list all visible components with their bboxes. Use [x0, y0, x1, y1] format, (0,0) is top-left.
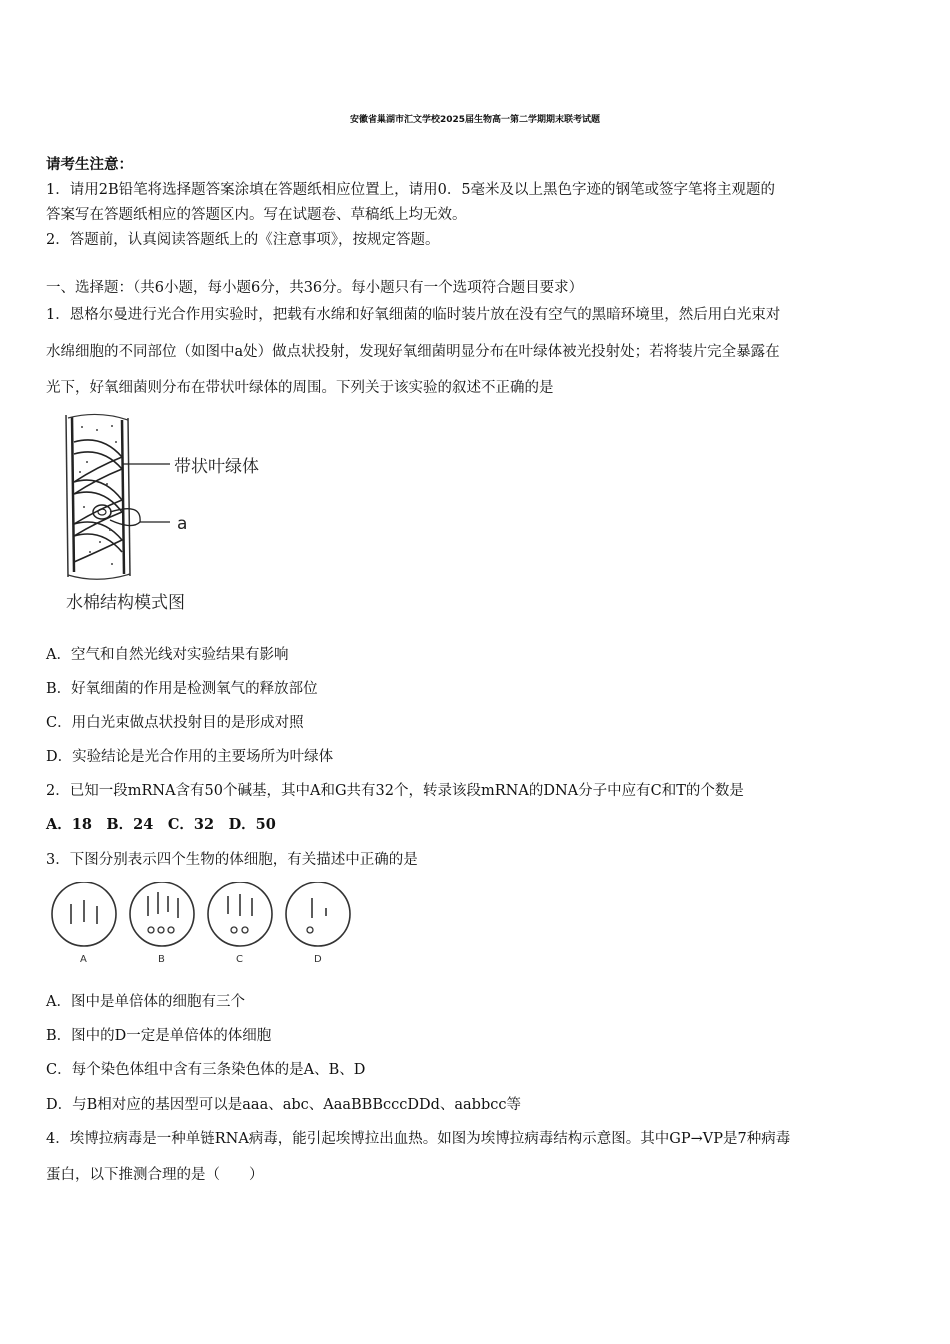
q1-option-b: B．好氧细菌的作用是检测氧气的释放部位: [46, 681, 318, 697]
notice-line-1b: 答案写在答题纸相应的答题区内。写在试题卷、草稿纸上均无效。: [46, 207, 467, 223]
q1-option-d: D．实验结论是光合作用的主要场所为叶绿体: [46, 749, 334, 765]
cell-label-a: A: [80, 954, 87, 965]
q4-stem-line-2: 蛋白，以下推测合理的是（ ）: [46, 1167, 264, 1183]
cell-b: [130, 882, 194, 965]
cell-label-b: B: [158, 954, 165, 965]
q1-stem-line-2: 水绵细胞的不同部位（如图中a处）做点状投射，发现好氧细菌明显分布在叶绿体被光投射处；若将装片完全暴露在: [46, 344, 780, 360]
q2-stem: 2．已知一段mRNA含有50个碱基，其中A和G共有32个，转录该段mRNA的DNA分子中应有C和T的个数是: [46, 783, 744, 799]
figure-caption: 水棉结构模式图: [66, 593, 185, 613]
q3-option-d: D．与B相对应的基因型可以是aaa、abc、AaaBBBcccDDd、aabbcc等: [46, 1097, 521, 1113]
q2-options: A．18 B．24 C．32 D．50: [46, 816, 276, 833]
q3-option-c: C．每个染色体组中含有三条染色体的是A、B、D: [46, 1062, 366, 1078]
spirogyra-figure: [62, 412, 292, 617]
q1-stem-line-1: 1．恩格尔曼进行光合作用实验时，把载有水绵和好氧细菌的临时装片放在没有空气的黑暗环境里，然后用白光束对: [46, 307, 781, 323]
notice-line-1: 1．请用2B铅笔将选择题答案涂填在答题纸相应位置上，请用0．5毫米及以上黑色字迹的钢笔或签字笔将主观题的: [46, 182, 776, 198]
a-pointer-loop: [110, 509, 140, 526]
cells-figure: [44, 882, 364, 967]
q3-option-b: B．图中的D一定是单倍体的体细胞: [46, 1028, 272, 1044]
cell-c: [208, 882, 272, 965]
q1-option-a: A．空气和自然光线对实验结果有影响: [46, 647, 289, 663]
q3-option-a: A．图中是单倍体的细胞有三个: [46, 994, 245, 1010]
notice-heading: 请考生注意：: [46, 156, 133, 173]
cell-dots: [79, 425, 117, 565]
q4-stem-line-1: 4．埃博拉病毒是一种单链RNA病毒，能引起埃博拉出血热。如图为埃博拉病毒结构示意图。其中GP→VP是7种病毒: [46, 1131, 791, 1147]
notice-line-2: 2．答题前，认真阅读答题纸上的《注意事项》，按规定答题。: [46, 232, 440, 248]
q3-stem: 3．下图分别表示四个生物的体细胞，有关描述中正确的是: [46, 852, 418, 868]
chloroplast-label: 带状叶绿体: [174, 457, 259, 477]
q1-stem-line-3: 光下，好氧细菌则分布在带状叶绿体的周围。下列关于该实验的叙述不正确的是: [46, 380, 554, 396]
section-heading: 一、选择题：（共6小题，每小题6分，共36分。每小题只有一个选项符合题目要求）: [46, 280, 584, 296]
cell-d: [286, 882, 350, 965]
q1-option-c: C．用白光束做点状投射目的是形成对照: [46, 715, 304, 731]
chloroplast-band: [74, 440, 122, 562]
cell-label-c: C: [236, 954, 243, 965]
cell-label-d: D: [314, 954, 322, 965]
a-label: a: [177, 514, 188, 534]
cell-a: [52, 882, 116, 965]
page-title: 安徽省巢湖市汇文学校2025届生物高一第二学期期末联考试题: [349, 115, 601, 125]
